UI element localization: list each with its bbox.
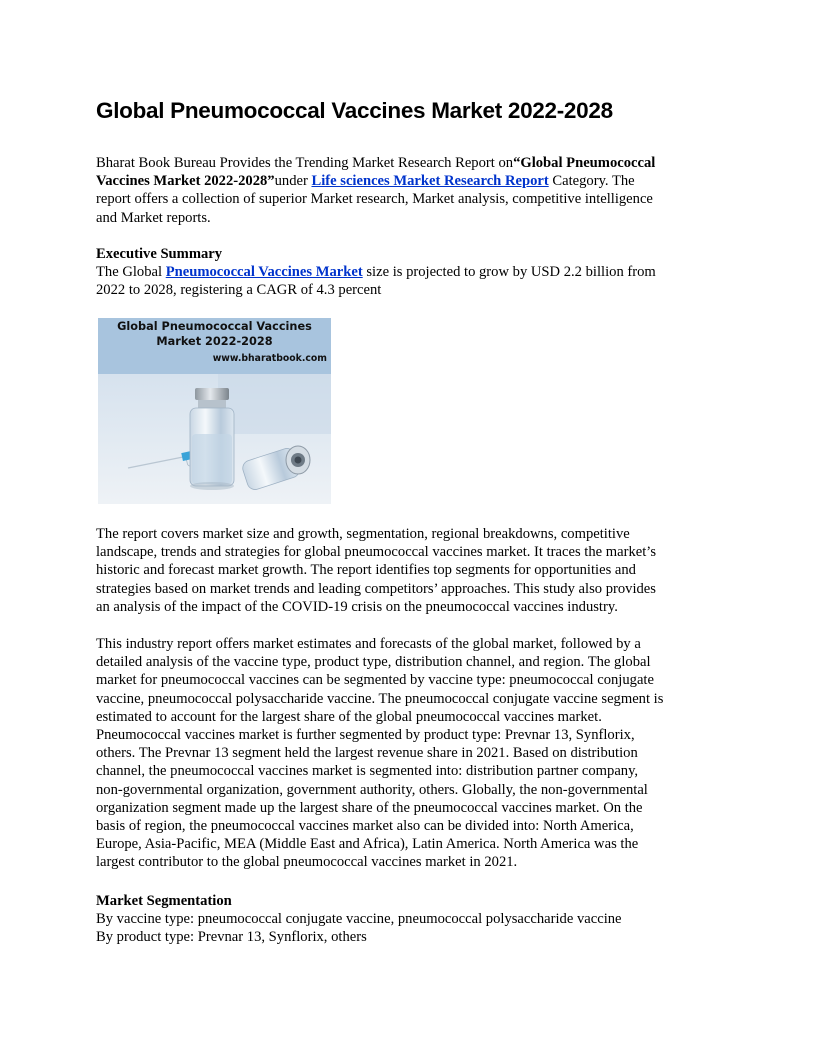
cover-website: www.bharatbook.com xyxy=(212,353,327,364)
para3-line: detailed analysis of the vaccine type, product type, distribution channel, and region. The global xyxy=(96,654,651,671)
para3-line: non-governmental organization, government authority, others. Globally, the non-governmental xyxy=(96,781,648,798)
intro-text-under: under xyxy=(274,173,312,190)
para3-line: channel, the pneumococcal vaccines market is segmented into: distribution partner company, xyxy=(96,763,639,780)
report-coverage-paragraph xyxy=(96,525,726,616)
para3-line: basis of region, the pneumococcal vaccines market also can be divided into: North America, xyxy=(96,818,634,835)
market-segmentation xyxy=(96,892,726,947)
para2-line: an analysis of the impact of the COVID-19 crisis on the pneumococcal vaccines industry. xyxy=(96,598,618,615)
executive-text: The Global xyxy=(96,264,166,281)
report-name-bold: “Global Pneumococcal xyxy=(513,155,656,171)
executive-summary-heading: Executive Summary xyxy=(96,246,223,262)
executive-text-cont: size is projected to grow by USD 2.2 billion from xyxy=(362,264,656,281)
para2-line: strategies based on market trends and leading competitors’ approaches. This study also provides xyxy=(96,580,656,597)
background-blur xyxy=(218,374,331,434)
intro-line-2 xyxy=(96,172,726,190)
cover-title-line-2: Market 2022-2028 xyxy=(156,335,273,348)
segmentation-heading: Market Segmentation xyxy=(96,893,232,909)
para3-line: Europe, Asia-Pacific, MEA (Middle East and Africa), Latin America. North America was the xyxy=(96,836,639,853)
segmentation-vaccine-type: By vaccine type: pneumococcal conjugate vaccine, pneumococcal polysaccharide vaccine xyxy=(96,911,622,928)
para3-line: organization segment made up the largest share of the pneumococcal vaccines market. On the xyxy=(96,799,643,816)
page-title: Global Pneumococcal Vaccines Market 2022-2028 xyxy=(96,98,613,123)
life-sciences-report-link[interactable]: Life sciences Market Research Report xyxy=(311,173,549,190)
intro-paragraph xyxy=(96,154,726,227)
para2-line: landscape, trends and strategies for global pneumococcal vaccines market. It traces the market’s xyxy=(96,544,657,561)
intro-line-4: and Market reports. xyxy=(96,209,211,226)
para3-line: Pneumococcal vaccines market is further segmented by product type: Prevnar 13, Synflorix, xyxy=(96,727,635,744)
para3-line: vaccine, pneumococcal polysaccharide vaccine. The pneumococcal conjugate vaccine segment is xyxy=(96,690,664,707)
report-name-bold-cont: Vaccines Market 2022-2028” xyxy=(96,173,275,190)
para2-line: The report covers market size and growth, segmentation, regional breakdowns, competitive xyxy=(96,526,630,542)
para3-line: This industry report offers market estimates and forecasts of the global market, followed by a xyxy=(96,636,641,652)
para3-line: market for pneumococcal vaccines can be segmented by vaccine type: pneumococcal conjugate xyxy=(96,672,654,689)
cover-title-line-1: Global Pneumococcal Vaccines xyxy=(117,320,312,333)
intro-line-3: report offers a collection of superior Market research, Market analysis, competitive intelligence xyxy=(96,191,653,208)
pneumococcal-vaccines-market-link[interactable]: Pneumococcal Vaccines Market xyxy=(165,264,363,281)
para2-line: historic and forecast market growth. The report identifies top segments for opportunities and xyxy=(96,562,636,579)
intro-line-1 xyxy=(96,154,726,172)
para3-line: others. The Prevnar 13 segment held the largest revenue share in 2021. Based on distribution xyxy=(96,745,638,762)
executive-summary xyxy=(96,245,726,300)
executive-line-1 xyxy=(96,263,726,281)
executive-line-2: 2022 to 2028, registering a CAGR of 4.3 percent xyxy=(96,282,382,299)
vaccine-vials-photo xyxy=(98,374,331,504)
industry-report-paragraph xyxy=(96,635,726,872)
intro-text: Bharat Book Bureau Provides the Trending Market Research Report on xyxy=(96,155,514,171)
market-report-cover-image xyxy=(98,318,331,504)
para3-line: largest contributor to the global pneumococcal vaccines market in 2021. xyxy=(96,854,518,871)
para3-line: estimated to account for the largest share of the global pneumococcal vaccines market. xyxy=(96,708,602,725)
intro-text-category: Category. The xyxy=(548,173,635,190)
segmentation-product-type: By product type: Prevnar 13, Synflorix, others xyxy=(96,929,367,946)
